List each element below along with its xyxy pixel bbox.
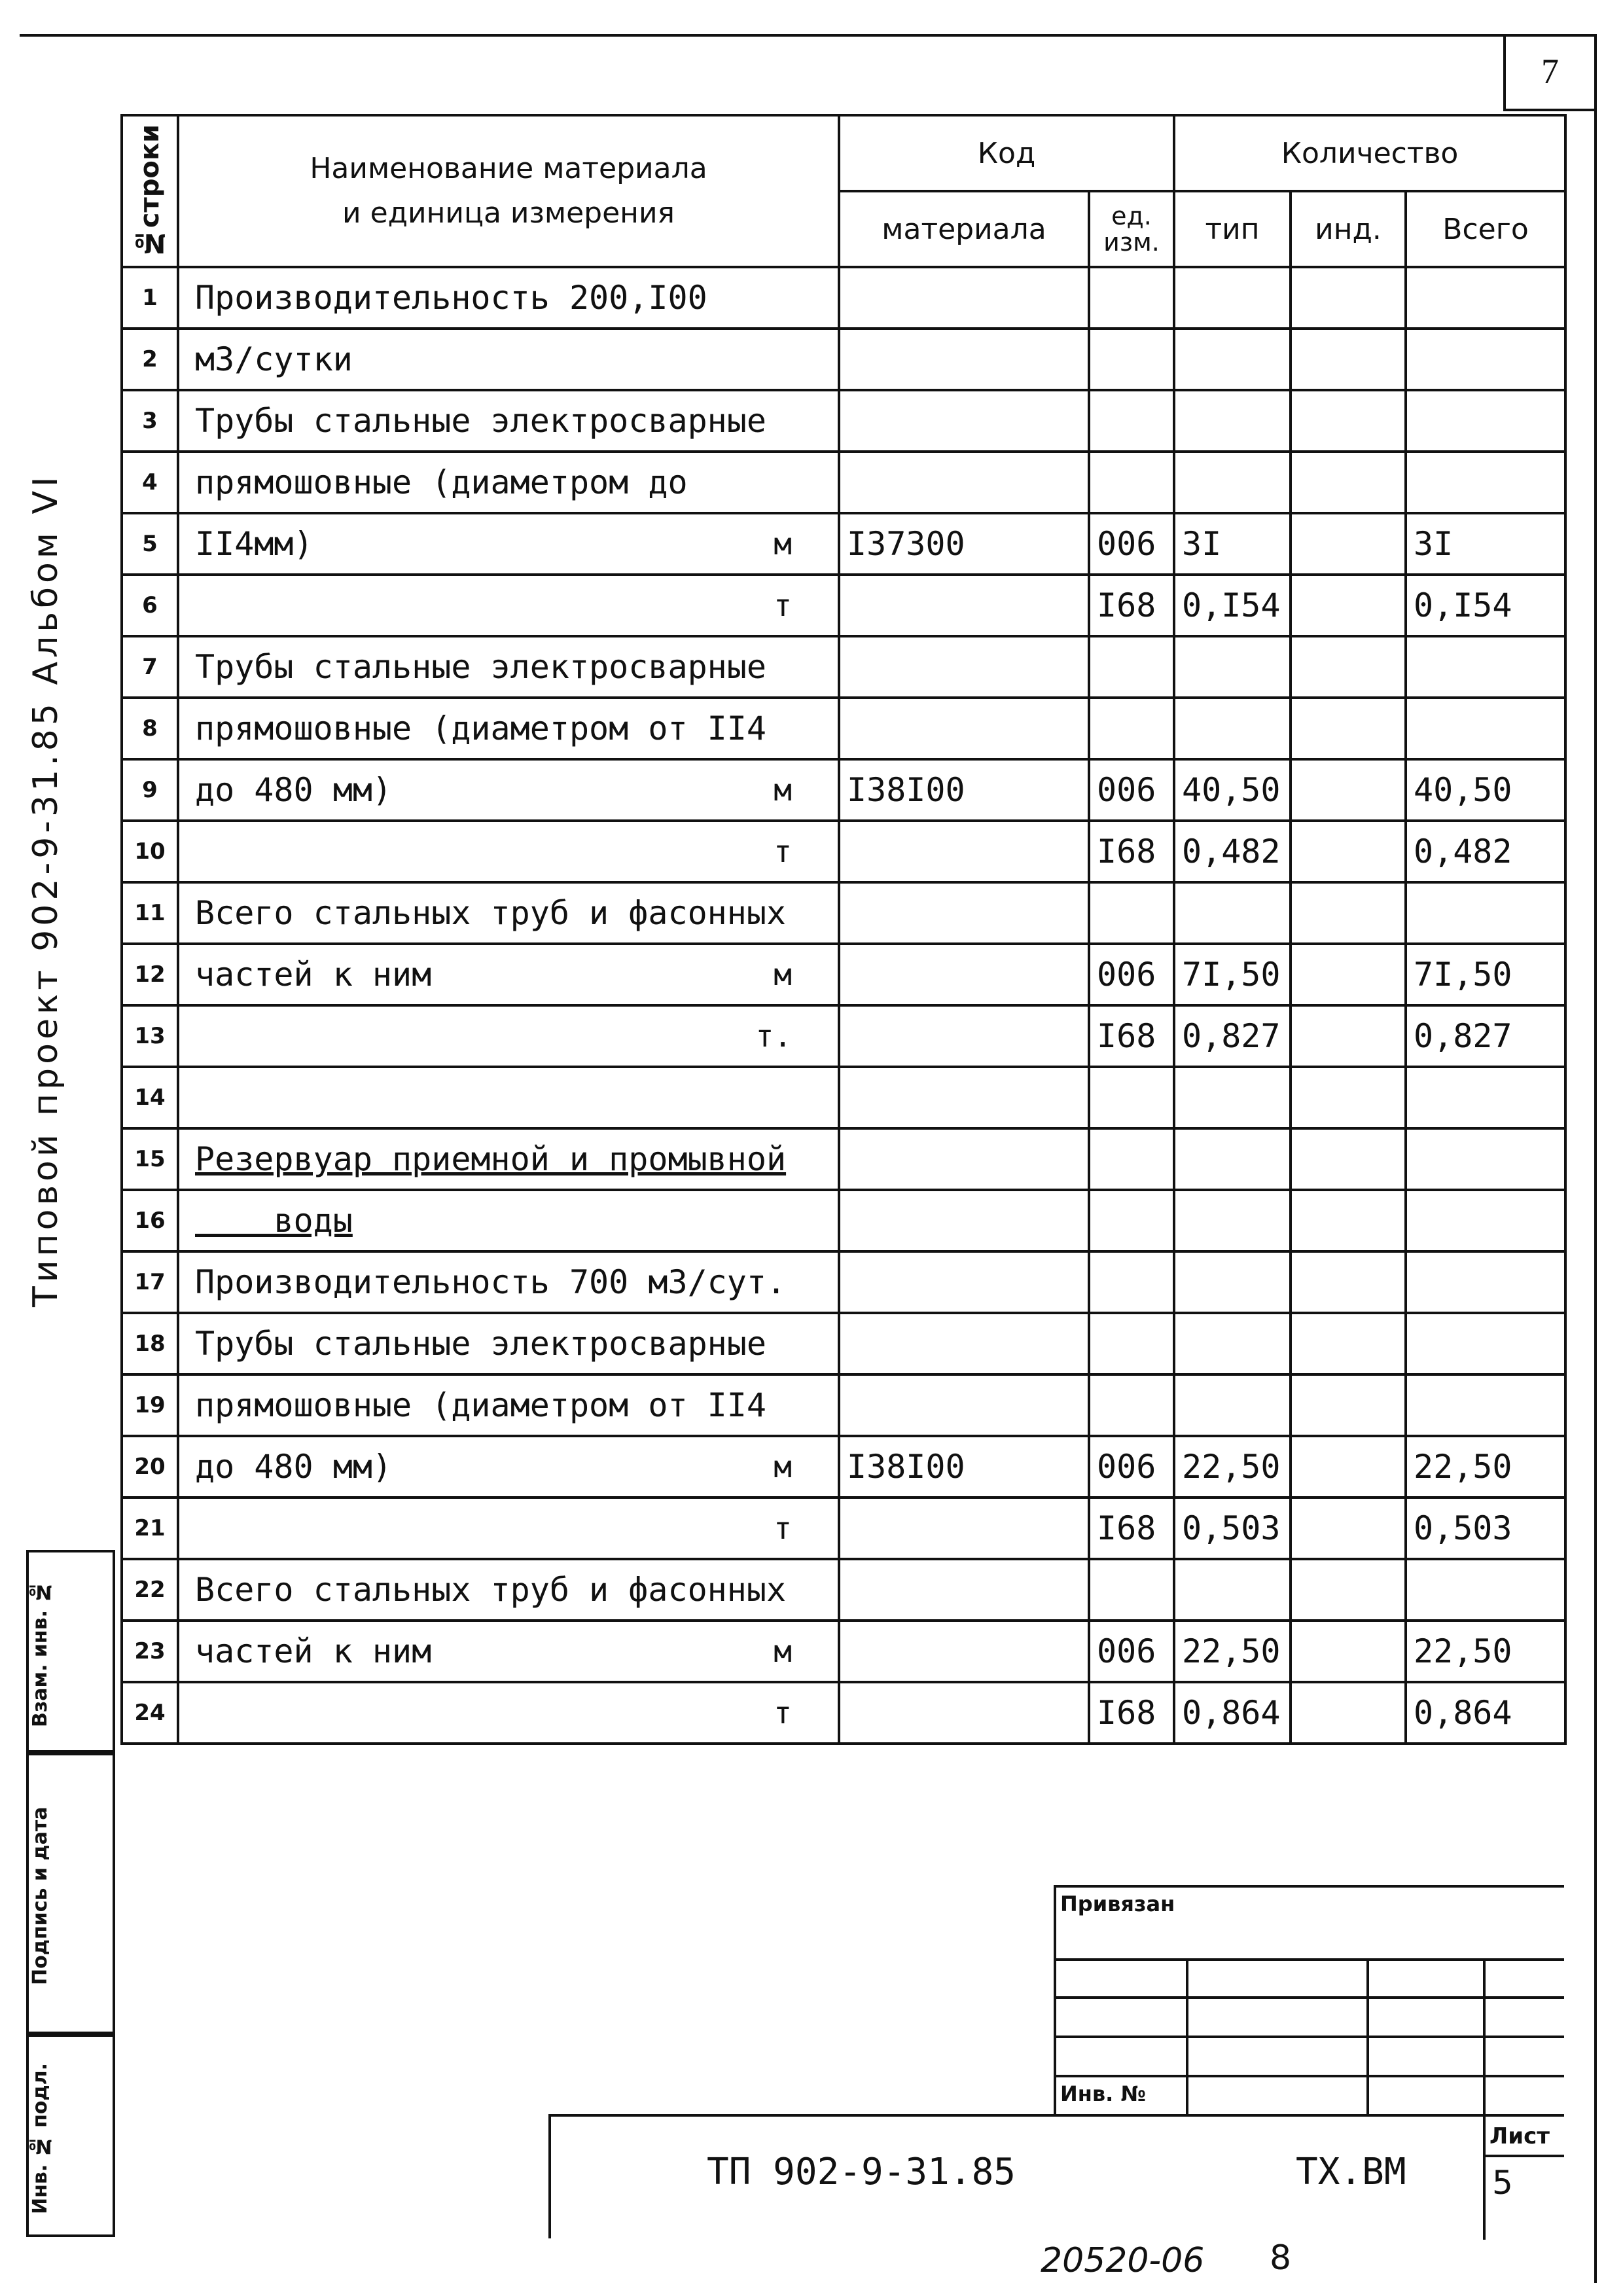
frame-right-line: [1594, 111, 1597, 2283]
quantity-header: Количество: [1174, 115, 1565, 191]
material-name: [178, 698, 839, 759]
material-code: [839, 636, 1089, 698]
tb-grid-v3: [1483, 1958, 1486, 2240]
material-code: [839, 1128, 1089, 1190]
row-number: 12: [122, 944, 178, 1005]
qty-total: [1406, 882, 1565, 944]
table-row: [122, 329, 1565, 390]
table-row: [122, 1313, 1565, 1374]
material-unit: т: [774, 588, 792, 623]
material-name: [178, 1251, 839, 1313]
qty-total: [1406, 698, 1565, 759]
qty-ind: [1291, 1005, 1406, 1067]
material-code: [839, 267, 1089, 329]
material-name: [178, 944, 839, 1005]
qty-ind: [1291, 1128, 1406, 1190]
material-name-text: до 480 мм): [195, 771, 393, 809]
row-number: 7: [122, 636, 178, 698]
material-name: [178, 329, 839, 390]
tb-inv-no: Инв. №: [1060, 2081, 1146, 2106]
qty-type: [1174, 1251, 1291, 1313]
table-row: [122, 390, 1565, 452]
material-name: [178, 1005, 839, 1067]
qty-total: 7I,50: [1406, 944, 1565, 1005]
material-code: [839, 698, 1089, 759]
qty-type: 22,50: [1174, 1436, 1291, 1498]
tb-doc-top: [548, 2114, 1564, 2117]
unit-code: 006: [1089, 1621, 1174, 1682]
unit-code: [1089, 1190, 1174, 1251]
material-name-text: Производительность 700 м3/сут.: [195, 1263, 787, 1301]
qty-total: 40,50: [1406, 759, 1565, 821]
row-number: 21: [122, 1498, 178, 1559]
unit-code: [1089, 329, 1174, 390]
qty-type: 0,503: [1174, 1498, 1291, 1559]
unit-code: [1089, 882, 1174, 944]
qty-ind: [1291, 636, 1406, 698]
material-name: [178, 636, 839, 698]
row-number: 16: [122, 1190, 178, 1251]
material-code: [839, 944, 1089, 1005]
row-number: 20: [122, 1436, 178, 1498]
qty-type: [1174, 1190, 1291, 1251]
qty-type: [1174, 329, 1291, 390]
qty-ind: [1291, 1251, 1406, 1313]
tb-privyazan-top: [1054, 1885, 1564, 1888]
qty-type: 0,827: [1174, 1005, 1291, 1067]
material-name: [178, 1682, 839, 1744]
table-row: [122, 1436, 1565, 1498]
page-number: 7: [1503, 34, 1597, 111]
tb-list-sep: [1483, 2155, 1564, 2157]
qty-total: [1406, 1559, 1565, 1621]
table-row: [122, 1498, 1565, 1559]
qty-total-header: Всего: [1406, 191, 1565, 267]
table-row: [122, 513, 1565, 575]
unit-code: [1089, 390, 1174, 452]
qty-total: 0,827: [1406, 1005, 1565, 1067]
material-name: [178, 1128, 839, 1190]
qty-total: [1406, 452, 1565, 513]
table-row: [122, 1067, 1565, 1128]
material-code: [839, 390, 1089, 452]
material-code: [839, 1682, 1089, 1744]
material-code: [839, 882, 1089, 944]
qty-type: 7I,50: [1174, 944, 1291, 1005]
material-code: [839, 1621, 1089, 1682]
unit-code: 006: [1089, 759, 1174, 821]
material-name-text: Трубы стальные электросварные: [195, 648, 766, 686]
qty-total: 3I: [1406, 513, 1565, 575]
qty-ind: [1291, 1436, 1406, 1498]
qty-total: [1406, 267, 1565, 329]
row-number: 23: [122, 1621, 178, 1682]
material-name-text: Трубы стальные электросварные: [195, 402, 766, 440]
tb-grid-v2: [1366, 1958, 1369, 2114]
qty-ind: [1291, 1067, 1406, 1128]
unit-code: [1089, 452, 1174, 513]
material-code: [839, 1005, 1089, 1067]
row-number: 22: [122, 1559, 178, 1621]
qty-type: [1174, 1067, 1291, 1128]
qty-ind: [1291, 452, 1406, 513]
row-number: 18: [122, 1313, 178, 1374]
material-code: [839, 329, 1089, 390]
material-name: [178, 575, 839, 636]
material-name-text: м3/сутки: [195, 340, 353, 378]
qty-ind: [1291, 1374, 1406, 1436]
qty-total: [1406, 1374, 1565, 1436]
material-name-text: частей к ним: [195, 956, 432, 994]
material-code: [839, 1559, 1089, 1621]
material-name-text: прямошовные (диаметром от II4: [195, 709, 766, 747]
stamp-inv-podl-label: Инв. № подл.: [29, 2062, 52, 2214]
material-unit: м: [774, 1449, 792, 1484]
materials-body: [122, 267, 1565, 1744]
qty-ind: [1291, 513, 1406, 575]
table-row: [122, 267, 1565, 329]
material-code: I38I00: [839, 759, 1089, 821]
qty-ind: [1291, 759, 1406, 821]
row-number: 11: [122, 882, 178, 944]
qty-total: 22,50: [1406, 1621, 1565, 1682]
row-number: 4: [122, 452, 178, 513]
frame-top-line: [20, 34, 1597, 37]
stamp-vzam-label: Взам. инв. №: [29, 1580, 52, 1728]
unit-code: 006: [1089, 513, 1174, 575]
material-name-text: II4мм): [195, 525, 313, 563]
tb-doc-code: ТП 902-9-31.85: [707, 2151, 1016, 2193]
qty-total: [1406, 1067, 1565, 1128]
tb-grid-h3: [1054, 2036, 1564, 2038]
table-row: [122, 1621, 1565, 1682]
qty-total: [1406, 636, 1565, 698]
unit-code: [1089, 267, 1174, 329]
qty-ind: [1291, 575, 1406, 636]
unit-code: I68: [1089, 1498, 1174, 1559]
material-name-text: прямошовные (диаметром до: [195, 463, 688, 501]
stamp-inv-podl: [26, 2034, 115, 2237]
material-unit: м: [774, 957, 792, 992]
material-name: [178, 1190, 839, 1251]
material-code: [839, 1067, 1089, 1128]
material-code: [839, 575, 1089, 636]
material-unit: м: [774, 526, 792, 562]
qty-total: 0,482: [1406, 821, 1565, 882]
unit-code: [1089, 1067, 1174, 1128]
qty-type: [1174, 1559, 1291, 1621]
unit-code: [1089, 1374, 1174, 1436]
stamp-vzam-inv: [26, 1550, 115, 1753]
material-name-text: Всего стальных труб и фасонных: [195, 1571, 787, 1609]
qty-type: [1174, 698, 1291, 759]
qty-ind: [1291, 1498, 1406, 1559]
qty-total: 0,I54: [1406, 575, 1565, 636]
qty-ind: [1291, 944, 1406, 1005]
tb-grid-v1: [1186, 1958, 1188, 2114]
material-name-text: воды: [195, 1202, 353, 1240]
material-name-text: до 480 мм): [195, 1448, 393, 1486]
tb-grid-h2: [1054, 1996, 1564, 1999]
row-number: 14: [122, 1067, 178, 1128]
qty-type: 0,I54: [1174, 575, 1291, 636]
footer-num: 8: [1270, 2238, 1292, 2278]
row-number: 8: [122, 698, 178, 759]
material-code: [839, 1498, 1089, 1559]
tb-list-no: 5: [1492, 2164, 1513, 2202]
material-code: [839, 1251, 1089, 1313]
unit-code: [1089, 636, 1174, 698]
table-row: [122, 636, 1565, 698]
row-number: 3: [122, 390, 178, 452]
row-number: 1: [122, 267, 178, 329]
qty-ind: [1291, 390, 1406, 452]
table-row: [122, 821, 1565, 882]
qty-type: 22,50: [1174, 1621, 1291, 1682]
table-row: [122, 1251, 1565, 1313]
tb-privyazan: Привязан: [1060, 1892, 1175, 1916]
row-number: 19: [122, 1374, 178, 1436]
tb-grid-h1: [1054, 1958, 1564, 1961]
name-header: Наименование материала и единица измерения: [178, 115, 839, 267]
table-row: [122, 882, 1565, 944]
unit-code: I68: [1089, 575, 1174, 636]
tb-list-label: Лист: [1489, 2123, 1550, 2149]
material-code: I38I00: [839, 1436, 1089, 1498]
material-name: [178, 1621, 839, 1682]
unit-code: 006: [1089, 944, 1174, 1005]
qty-total: [1406, 329, 1565, 390]
stamp-podpis: [26, 1753, 115, 2034]
material-name-text: Резервуар приемной и промывной: [195, 1140, 787, 1178]
row-number: 5: [122, 513, 178, 575]
unit-code: [1089, 1313, 1174, 1374]
material-name: [178, 821, 839, 882]
unit-code: [1089, 1559, 1174, 1621]
table-row: [122, 944, 1565, 1005]
material-name: [178, 1067, 839, 1128]
material-name-text: частей к ним: [195, 1632, 432, 1670]
qty-total: [1406, 1313, 1565, 1374]
code-unit-header: ед. изм.: [1089, 191, 1174, 267]
qty-ind: [1291, 698, 1406, 759]
qty-ind: [1291, 821, 1406, 882]
unit-code: I68: [1089, 821, 1174, 882]
table-row: [122, 1190, 1565, 1251]
table-row: [122, 1374, 1565, 1436]
qty-type-header: тип: [1174, 191, 1291, 267]
unit-code: I68: [1089, 1005, 1174, 1067]
material-name: [178, 1436, 839, 1498]
qty-type: [1174, 636, 1291, 698]
qty-total: 0,503: [1406, 1498, 1565, 1559]
material-unit: т: [774, 1511, 792, 1546]
code-material-header: материала: [839, 191, 1089, 267]
material-code: [839, 821, 1089, 882]
qty-type: 40,50: [1174, 759, 1291, 821]
unit-code: [1089, 1251, 1174, 1313]
qty-ind: [1291, 1190, 1406, 1251]
material-name: [178, 1498, 839, 1559]
unit-code: I68: [1089, 1682, 1174, 1744]
qty-type: [1174, 390, 1291, 452]
material-name: [178, 452, 839, 513]
unit-code: [1089, 698, 1174, 759]
qty-total: [1406, 1251, 1565, 1313]
material-name: [178, 513, 839, 575]
tb-doc-left: [548, 2114, 551, 2238]
material-code: [839, 1190, 1089, 1251]
row-number: 15: [122, 1128, 178, 1190]
row-number: 13: [122, 1005, 178, 1067]
material-code: [839, 1374, 1089, 1436]
material-code: [839, 1313, 1089, 1374]
qty-type: [1174, 882, 1291, 944]
table-row: [122, 1682, 1565, 1744]
tb-grid-h4: [1054, 2075, 1564, 2077]
qty-type: [1174, 1313, 1291, 1374]
qty-ind: [1291, 267, 1406, 329]
material-name-text: Всего стальных труб и фасонных: [195, 894, 787, 932]
table-row: [122, 1005, 1565, 1067]
unit-code: 006: [1089, 1436, 1174, 1498]
material-name: [178, 390, 839, 452]
qty-ind: [1291, 329, 1406, 390]
stamp-podpis-label: Подпись и дата: [29, 1806, 52, 1986]
tb-doc-mark: ТХ.ВМ: [1296, 2151, 1406, 2193]
side-title: Типовой проект 902-9-31.85 Альбом VI: [26, 473, 65, 1308]
qty-total: 22,50: [1406, 1436, 1565, 1498]
qty-ind-header: инд.: [1291, 191, 1406, 267]
qty-type: 3I: [1174, 513, 1291, 575]
material-name: [178, 882, 839, 944]
material-name-text: Производительность 200,I00: [195, 279, 707, 317]
row-number: 24: [122, 1682, 178, 1744]
qty-ind: [1291, 882, 1406, 944]
material-name-text: Трубы стальные электросварные: [195, 1325, 766, 1363]
qty-type: [1174, 1128, 1291, 1190]
material-unit: м: [774, 1634, 792, 1669]
material-unit: т: [774, 834, 792, 869]
row-number: 6: [122, 575, 178, 636]
qty-total: [1406, 390, 1565, 452]
material-unit: м: [774, 772, 792, 808]
materials-table: [120, 114, 1567, 1745]
qty-total: [1406, 1190, 1565, 1251]
qty-ind: [1291, 1621, 1406, 1682]
row-number: 17: [122, 1251, 178, 1313]
qty-ind: [1291, 1682, 1406, 1744]
material-name: [178, 1313, 839, 1374]
material-code: [839, 452, 1089, 513]
material-unit: т.: [755, 1018, 792, 1054]
row-number: 9: [122, 759, 178, 821]
material-unit: т: [774, 1695, 792, 1731]
table-row: [122, 452, 1565, 513]
material-name-text: прямошовные (диаметром от II4: [195, 1386, 766, 1424]
table-row: [122, 698, 1565, 759]
footer-code: 20520-06: [1041, 2241, 1205, 2280]
unit-code: [1089, 1128, 1174, 1190]
material-name: [178, 759, 839, 821]
table-row: [122, 759, 1565, 821]
material-code: I37300: [839, 513, 1089, 575]
qty-total: 0,864: [1406, 1682, 1565, 1744]
qty-ind: [1291, 1559, 1406, 1621]
qty-type: 0,864: [1174, 1682, 1291, 1744]
table-row: [122, 1559, 1565, 1621]
material-name: [178, 1559, 839, 1621]
row-number: 10: [122, 821, 178, 882]
qty-type: [1174, 452, 1291, 513]
table-row: [122, 575, 1565, 636]
material-name: [178, 267, 839, 329]
qty-type: [1174, 267, 1291, 329]
material-name: [178, 1374, 839, 1436]
qty-type: 0,482: [1174, 821, 1291, 882]
code-header: Код: [839, 115, 1174, 191]
qty-total: [1406, 1128, 1565, 1190]
row-number: 2: [122, 329, 178, 390]
qty-type: [1174, 1374, 1291, 1436]
table-row: [122, 1128, 1565, 1190]
row-no-header: №строки: [122, 115, 178, 267]
qty-ind: [1291, 1313, 1406, 1374]
tb-privyazan-left: [1054, 1885, 1056, 2114]
